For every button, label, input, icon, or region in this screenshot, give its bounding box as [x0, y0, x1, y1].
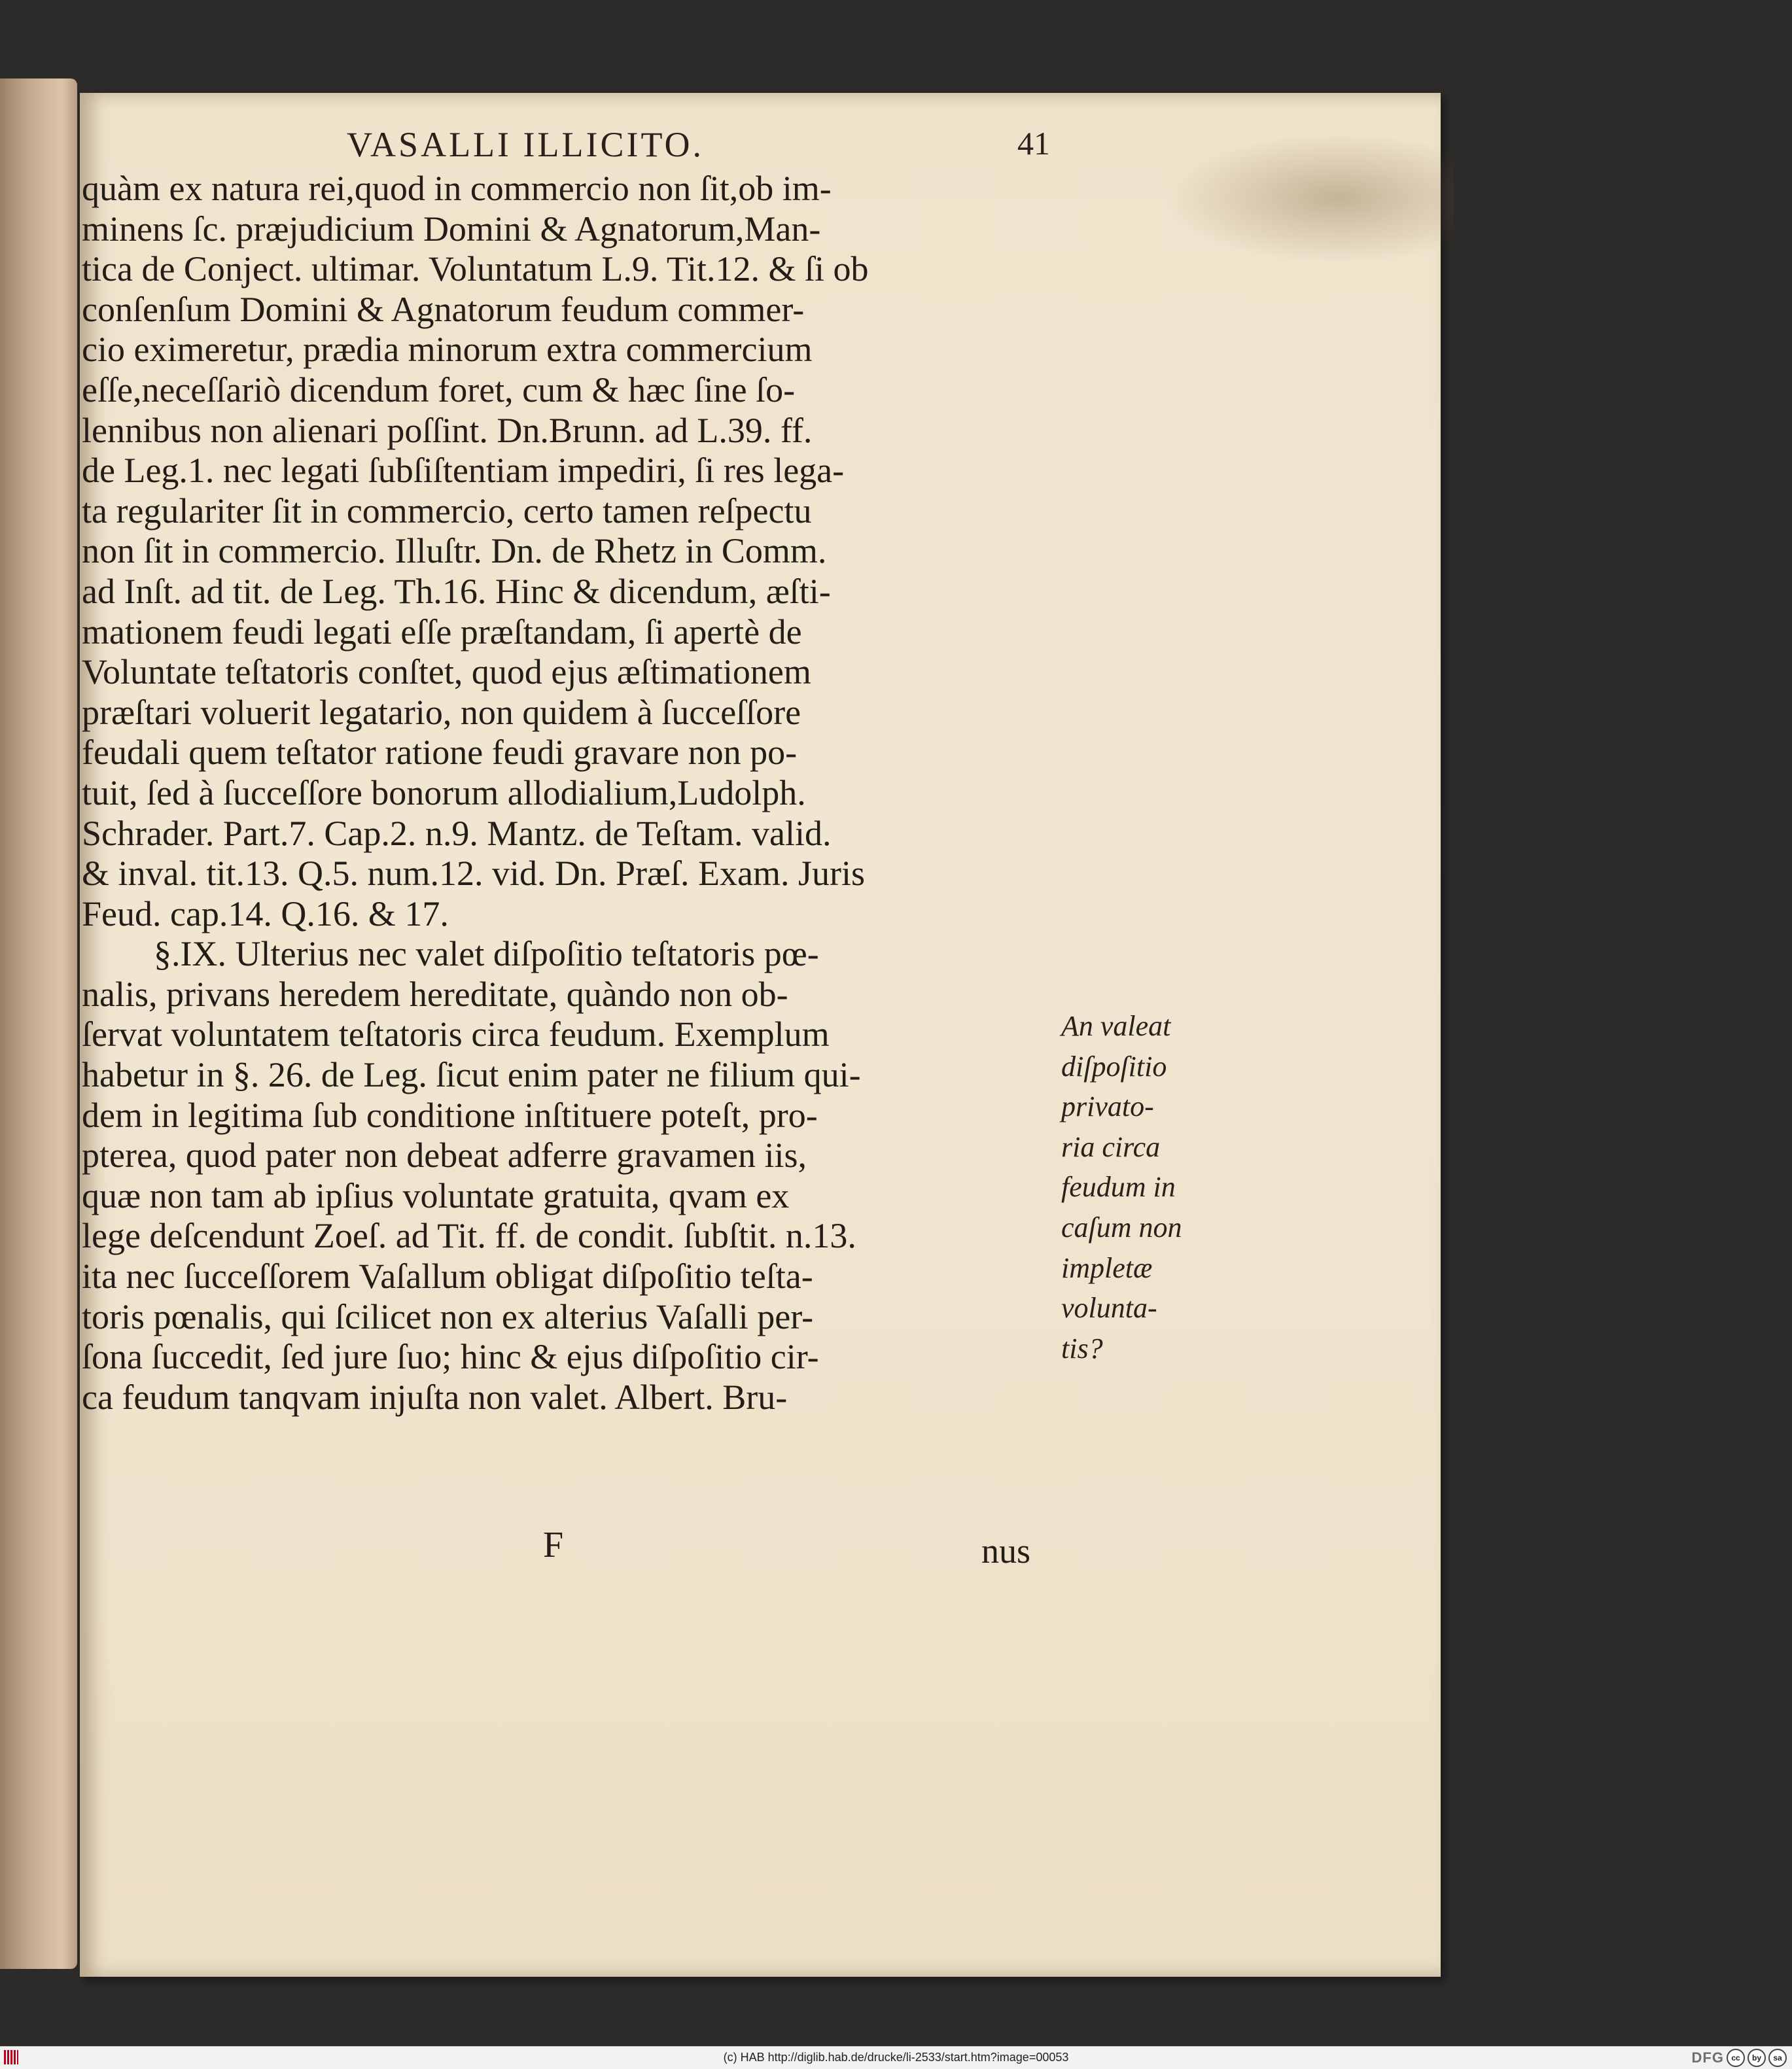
text-line: conſenſum Domini & Agnatorum feudum commer-: [82, 289, 805, 329]
text-line: minens ſc. præjudicium Domini & Agnatorum,Man-: [82, 209, 821, 249]
text-line: ad Inſt. ad tit. de Leg. Th.16. Hinc & dicendum, æſti-: [82, 571, 831, 611]
marginal-line: privato-: [1061, 1090, 1154, 1123]
viewer-footer: [0, 2046, 1792, 2069]
text-line: ita nec ſucceſſorem Vaſallum obligat diſpoſitio teſta-: [82, 1257, 813, 1296]
marginal-line: An valeat: [1061, 1010, 1171, 1042]
text-line: §.IX. Ulterius nec valet diſpoſitio teſtatoris pœ-: [154, 934, 819, 974]
text-line: non ſit in commercio. Illuſtr. Dn. de Rhetz in Comm.: [82, 531, 827, 571]
text-line: tuit, ſed à ſucceſſore bonorum allodialium,Ludolph.: [82, 773, 806, 812]
text-line: Schrader. Part.7. Cap.2. n.9. Mantz. de Teſtam. valid.: [82, 813, 832, 853]
running-title: VASALLI ILLICITO.: [347, 125, 704, 164]
text-line: pterea, quod pater non debeat adferre gravamen iis,: [82, 1136, 807, 1175]
marginal-line: feudum in: [1061, 1171, 1176, 1204]
sa-license-icon[interactable]: sa: [1768, 2049, 1787, 2067]
text-line: præſtari voluerit legatario, non quidem à ſucceſſore: [82, 692, 801, 732]
dfg-logo: DFG: [1691, 2049, 1724, 2066]
catchword: nus: [981, 1531, 1031, 1571]
text-line: Feud. cap.14. Q.16. & 17.: [82, 894, 449, 933]
copyright-link[interactable]: (c) HAB http://diglib.hab.de/drucke/li-2533/start.htm?image=00053: [723, 2051, 1069, 2064]
text-line: mationem feudi legati eſſe præſtandam, ſi apertè de: [82, 612, 802, 652]
text-line: de Leg.1. nec legati ſubſiſtentiam impediri, ſi res lega-: [82, 451, 845, 491]
text-line: quàm ex natura rei,quod in commercio non ſit,ob im-: [82, 169, 832, 208]
marginal-note: [1061, 1006, 1212, 1368]
text-line: ſervat voluntatem teſtatoris circa feudum. Exemplum: [82, 1015, 830, 1054]
text-line: & inval. tit.13. Q.5. num.12. vid. Dn. Præſ. Exam. Juris: [82, 854, 865, 894]
facing-page-edge: [0, 78, 77, 1969]
text-line: toris pœnalis, qui ſcilicet non ex alterius Vaſalli per-: [82, 1296, 814, 1336]
text-line: ca feudum tanqvam injuſta non valet. Albert. Bru-: [82, 1377, 788, 1417]
marginal-line: caſum non: [1061, 1211, 1182, 1243]
footer-badges: [1692, 2049, 1787, 2067]
text-line: tica de Conject. ultimar. Voluntatum L.9. Tit.12. & ſi ob: [82, 249, 869, 289]
page-stain: [1166, 132, 1454, 263]
page-number: 41: [1017, 125, 1050, 162]
marginal-line: tis?: [1061, 1332, 1103, 1365]
text-line: Voluntate teſtatoris conſtet, quod ejus æſtimationem: [82, 652, 811, 692]
text-line: habetur in §. 26. de Leg. ſicut enim pater ne filium qui-: [82, 1055, 861, 1095]
text-line: quæ non tam ab ipſius voluntate gratuita, qvam ex: [82, 1175, 790, 1215]
by-license-icon[interactable]: by: [1748, 2049, 1766, 2067]
marginal-line: diſpoſitio: [1061, 1050, 1167, 1083]
marginal-line: impletæ: [1061, 1251, 1153, 1284]
text-line: feudali quem teſtator ratione feudi gravare non po-: [82, 733, 798, 773]
text-line: nalis, privans heredem hereditate, quàndo non ob-: [82, 974, 788, 1014]
main-text: [82, 169, 1050, 1417]
marginal-line: volunta-: [1061, 1292, 1157, 1325]
text-line: lennibus non alienari poſſint. Dn.Brunn. ad L.39. ff.: [82, 410, 813, 450]
text-line: ta regulariter ſit in commercio, certo tamen reſpectu: [82, 491, 812, 530]
cc-license-icon[interactable]: cc: [1727, 2049, 1745, 2067]
text-line: cio eximeretur, prædia minorum extra commercium: [82, 330, 813, 370]
text-line: eſſe,neceſſariò dicendum foret, cum & hæc ſine ſo-: [82, 370, 796, 409]
marginal-line: ria circa: [1061, 1130, 1161, 1163]
text-line: ſona ſuccedit, ſed jure ſuo; hinc & ejus diſpoſitio cir-: [82, 1337, 819, 1377]
text-line: dem in legitima ſub conditione inſtituere poteſt, pro-: [82, 1095, 818, 1135]
text-line: lege deſcendunt Zoeſ. ad Tit. ff. de condit. ſubſtit. n.13.: [82, 1216, 856, 1256]
signature-mark: F: [543, 1525, 564, 1565]
